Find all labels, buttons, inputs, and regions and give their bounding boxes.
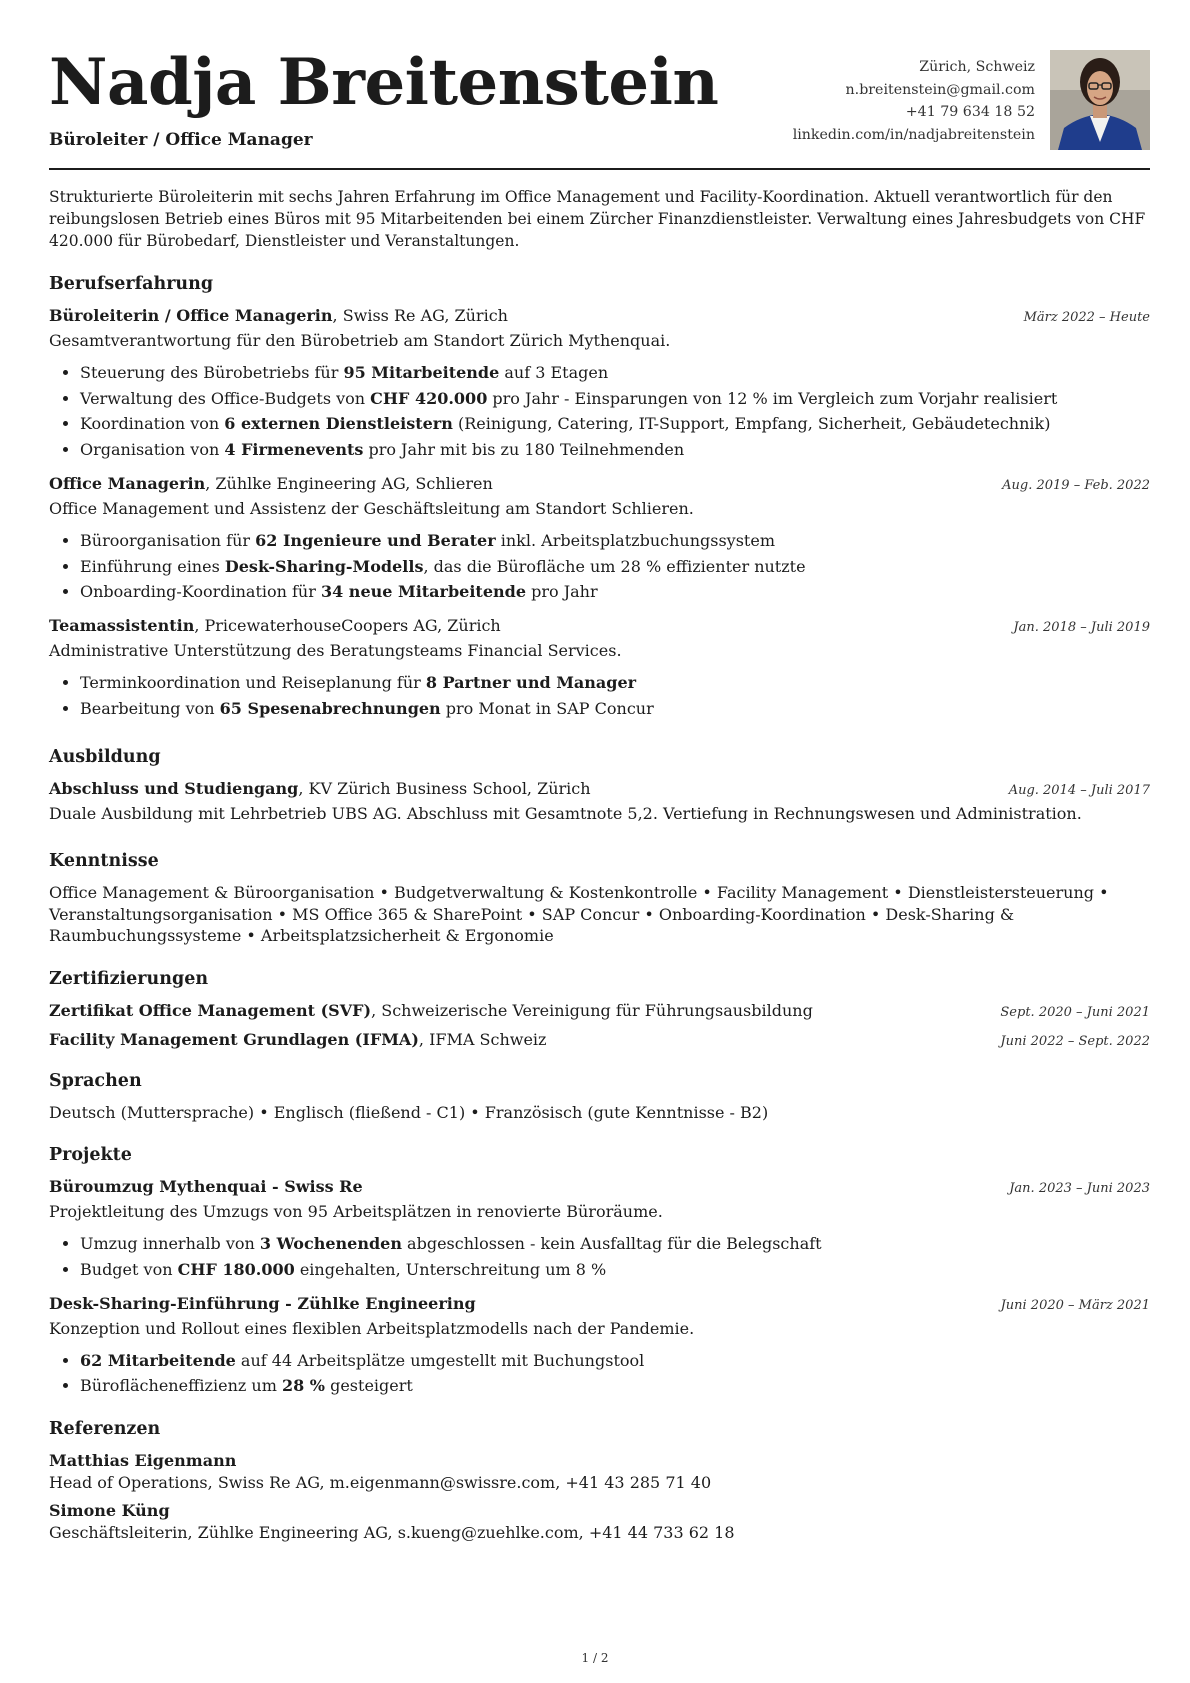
- certification-title: Zertifikat Office Management (SVF): [49, 1000, 372, 1020]
- bullet-highlight: 65 Spesenabrechnungen: [219, 698, 441, 718]
- bullet-text: auf 44 Arbeitsplätze umgestellt mit Buchungstool: [235, 1350, 645, 1370]
- bullet-text: gesteigert: [325, 1376, 413, 1396]
- bullet-item: [80, 554, 1150, 580]
- job-title: Büroleiterin / Office Managerin: [49, 306, 333, 325]
- bullet-highlight: 62 Mitarbeitende: [80, 1350, 236, 1370]
- entry-date: Aug. 2019 – Feb. 2022: [1002, 477, 1150, 493]
- bullet-text: Onboarding-Koordination für: [80, 582, 321, 602]
- bullet-text: Steuerung des Bürobetriebs für: [80, 363, 344, 382]
- bullet-text: Umzug innerhalb von: [80, 1234, 260, 1254]
- school-name: , KV Zürich Business School, Zürich: [298, 779, 591, 799]
- entry-head: [49, 1293, 1150, 1317]
- entry-title: [49, 615, 501, 637]
- degree-title: Abschluss und Studiengang: [49, 779, 299, 799]
- bullet-item: [80, 411, 1150, 437]
- education-date: Aug. 2014 – Juli 2017: [1008, 783, 1150, 799]
- experience-list: [49, 305, 1150, 721]
- profile-photo: [1050, 50, 1150, 150]
- bullet-item: [80, 360, 1150, 386]
- bullet-text: pro Monat in SAP Concur: [440, 698, 654, 718]
- bullet-item: [80, 1257, 1150, 1283]
- bullet-text: Einführung eines: [80, 556, 225, 576]
- experience-entry: [49, 473, 1150, 605]
- education-description: Duale Ausbildung mit Lehrbetrieb UBS AG. Abschluss mit Gesamtnote 5,2. Vertiefung in Rechnungswesen und Administration.: [49, 804, 1082, 824]
- project-result-list: [49, 1231, 1150, 1282]
- bullet-text: eingehalten, Unterschreitung um 8 %: [294, 1260, 607, 1280]
- entry-head: [49, 473, 1150, 497]
- entry-title: [49, 305, 508, 327]
- reference-name: Matthias Eigenmann: [49, 1451, 237, 1471]
- entry-date: Juni 2020 – März 2021: [1000, 1297, 1150, 1313]
- bullet-text: Verwaltung des Office-Budgets von: [80, 388, 371, 408]
- bullet-text: Koordination von: [80, 414, 225, 434]
- section-heading-languages: Sprachen: [49, 1070, 142, 1091]
- bullet-item: [80, 437, 1150, 463]
- entry-description: Gesamtverantwortung für den Bürobetrieb am Standort Zürich Mythenquai.: [49, 331, 671, 350]
- bullet-text: , das die Bürofläche um 28 % effizienter nutzte: [423, 556, 806, 576]
- entry-title: [49, 1029, 546, 1051]
- bullet-item: [80, 1348, 1150, 1374]
- bullet-text: Büroorganisation für: [80, 530, 256, 550]
- achievement-list: [49, 670, 1150, 721]
- section-heading-experience: Berufserfahrung: [49, 274, 214, 294]
- entry-head: [49, 615, 1150, 639]
- project-title: Büroumzug Mythenquai - Swiss Re: [49, 1177, 363, 1197]
- bullet-highlight: Desk-Sharing-Modells: [224, 556, 424, 576]
- bullet-highlight: 62 Ingenieure und Berater: [255, 530, 496, 550]
- section-heading-projects: Projekte: [49, 1145, 132, 1166]
- entry-date: Jan. 2023 – Juni 2023: [1009, 1181, 1150, 1197]
- certification-issuer: , IFMA Schweiz: [418, 1029, 547, 1049]
- profile-summary: Strukturierte Büroleiterin mit sechs Jahren Erfahrung im Office Management und Facility-Koordination. Aktuell verantwortlich für den reibungslosen Betrieb eines Büros mit 95 Mitarbeitenden bei einem Zürcher Finanzdienstleister. Verwaltung eines Jahresbudgets von CHF 420.000 für Bürobedarf, Dienstleister und Veranstaltungen.: [49, 188, 1146, 250]
- candidate-headline: Büroleiter / Office Manager: [49, 130, 313, 150]
- bullet-text: pro Jahr - Einsparungen von 12 % im Vergleich zum Vorjahr realisiert: [487, 388, 1058, 408]
- entry-description: Office Management und Assistenz der Geschäftsleitung am Standort Schlieren.: [49, 498, 694, 518]
- bullet-highlight: 95 Mitarbeitende: [343, 363, 500, 382]
- experience-entry: [49, 305, 1150, 463]
- bullet-highlight: CHF 420.000: [370, 388, 488, 408]
- contact-location: Zürich, Schweiz: [919, 59, 1035, 75]
- bullet-item: [80, 1231, 1150, 1257]
- bullet-text: pro Jahr mit bis zu 180 Teilnehmenden: [363, 440, 685, 460]
- bullet-item: [80, 386, 1150, 412]
- section-heading-skills: Kenntnisse: [49, 851, 159, 872]
- contact-phone[interactable]: +41 79 634 18 52: [905, 104, 1035, 120]
- certification-entry: [49, 1029, 1150, 1053]
- bullet-text: abgeschlossen - kein Ausfalltag für die Belegschaft: [401, 1234, 822, 1254]
- entry-title: [49, 778, 591, 800]
- project-description: Konzeption und Rollout eines flexiblen Arbeitsplatzmodells nach der Pandemie.: [49, 1318, 695, 1338]
- reference-name: Simone Küng: [49, 1501, 170, 1521]
- entry-date: Jan. 2018 – Juli 2019: [1013, 619, 1150, 635]
- job-title: Teamassistentin: [49, 615, 195, 635]
- resume-page: [49, 0, 1150, 1550]
- experience-entry: [49, 615, 1150, 721]
- certification-title: Facility Management Grundlagen (IFMA): [49, 1029, 419, 1049]
- bullet-item: [80, 696, 1150, 722]
- bullet-item: [80, 670, 1150, 696]
- certifications-list: [49, 1000, 1150, 1053]
- bullet-highlight: 3 Wochenenden: [259, 1234, 402, 1254]
- reference-details: Geschäftsleiterin, Zühlke Engineering AG, s.kueng@zuehlke.com, +41 44 733 62 18: [49, 1523, 735, 1543]
- company-name: , PricewaterhouseCoopers AG, Zürich: [194, 615, 501, 635]
- skills-text: Office Management & Büroorganisation • Budgetverwaltung & Kostenkontrolle • Facility Management • Dienstleistersteuerung • Veranstaltungsorganisation • MS Office 365 & SharePoint • SAP Concur • Onboarding-Koordination • Desk-Sharing & Raumbuchungssysteme • Arbeitsplatzsicherheit & Ergonomie: [49, 883, 1109, 946]
- entry-date: März 2022 – Heute: [1023, 310, 1150, 325]
- entry-date: Juni 2022 – Sept. 2022: [1000, 1033, 1150, 1049]
- bullet-text: auf 3 Etagen: [499, 363, 609, 382]
- project-result-list: [49, 1348, 1150, 1399]
- project-entry: [49, 1293, 1150, 1399]
- bullet-text: (Reinigung, Catering, IT-Support, Empfang, Sicherheit, Gebäudetechnik): [452, 414, 1051, 434]
- page-number: 1 / 2: [581, 1651, 609, 1665]
- section-heading-references: Referenzen: [49, 1419, 161, 1440]
- bullet-item: [80, 579, 1150, 605]
- certification-entry: [49, 1000, 1150, 1024]
- bullet-text: Terminkoordination und Reiseplanung für: [80, 672, 426, 692]
- entry-head: [49, 778, 1150, 802]
- project-entry: [49, 1176, 1150, 1282]
- bullet-text: Büroflächeneffizienz um: [80, 1376, 282, 1396]
- bullet-item: [80, 528, 1150, 554]
- entry-title: [49, 1000, 813, 1022]
- achievement-list: [49, 528, 1150, 605]
- job-title: Office Managerin: [49, 473, 206, 493]
- contact-block: [793, 56, 1035, 146]
- project-title: Desk-Sharing-Einführung - Zühlke Engineering: [49, 1293, 476, 1313]
- reference-details: Head of Operations, Swiss Re AG, m.eigenmann@swissre.com, +41 43 285 71 40: [49, 1473, 712, 1493]
- bullet-highlight: 4 Firmenevents: [224, 440, 364, 460]
- bullet-text: Budget von: [80, 1260, 178, 1280]
- section-heading-education: Ausbildung: [49, 747, 161, 768]
- bullet-highlight: 34 neue Mitarbeitende: [320, 582, 526, 602]
- entry-date: Sept. 2020 – Juni 2021: [1000, 1004, 1150, 1020]
- certification-issuer: , Schweizerische Vereinigung für Führungsausbildung: [371, 1000, 813, 1020]
- company-name: , Swiss Re AG, Zürich: [332, 306, 508, 325]
- projects-list: [49, 1176, 1150, 1399]
- bullet-text: Bearbeitung von: [80, 698, 220, 718]
- bullet-highlight: 8 Partner und Manager: [425, 672, 637, 692]
- section-heading-certifications: Zertifizierungen: [49, 968, 209, 989]
- bullet-item: [80, 1373, 1150, 1399]
- entry-head: [49, 305, 1150, 329]
- candidate-name: Nadja Breitenstein: [49, 45, 719, 120]
- references-list: [49, 1450, 1150, 1544]
- contact-email[interactable]: n.breitenstein@gmail.com: [845, 81, 1035, 98]
- bullet-text: Organisation von: [80, 440, 225, 460]
- bullet-highlight: 28 %: [281, 1376, 325, 1396]
- contact-linkedin[interactable]: linkedin.com/in/nadjabreitenstein: [792, 126, 1035, 143]
- bullet-highlight: CHF 180.000: [177, 1260, 295, 1280]
- achievement-list: [49, 360, 1150, 463]
- bullet-text: pro Jahr: [526, 582, 598, 602]
- entry-title: [49, 473, 493, 495]
- bullet-text: inkl. Arbeitsplatzbuchungssystem: [495, 530, 775, 550]
- languages-text: Deutsch (Muttersprache) • Englisch (fließend - C1) • Französisch (gute Kenntnisse - B2): [49, 1102, 769, 1122]
- entry-head: [49, 1176, 1150, 1200]
- bullet-highlight: 6 externen Dienstleistern: [224, 414, 453, 434]
- resume-header: [49, 0, 1150, 170]
- education-entry: [49, 778, 1150, 825]
- company-name: , Zühlke Engineering AG, Schlieren: [205, 473, 493, 493]
- project-description: Projektleitung des Umzugs von 95 Arbeitsplätzen in renovierte Büroräume.: [49, 1202, 663, 1222]
- entry-description: Administrative Unterstützung des Beratungsteams Financial Services.: [49, 640, 622, 660]
